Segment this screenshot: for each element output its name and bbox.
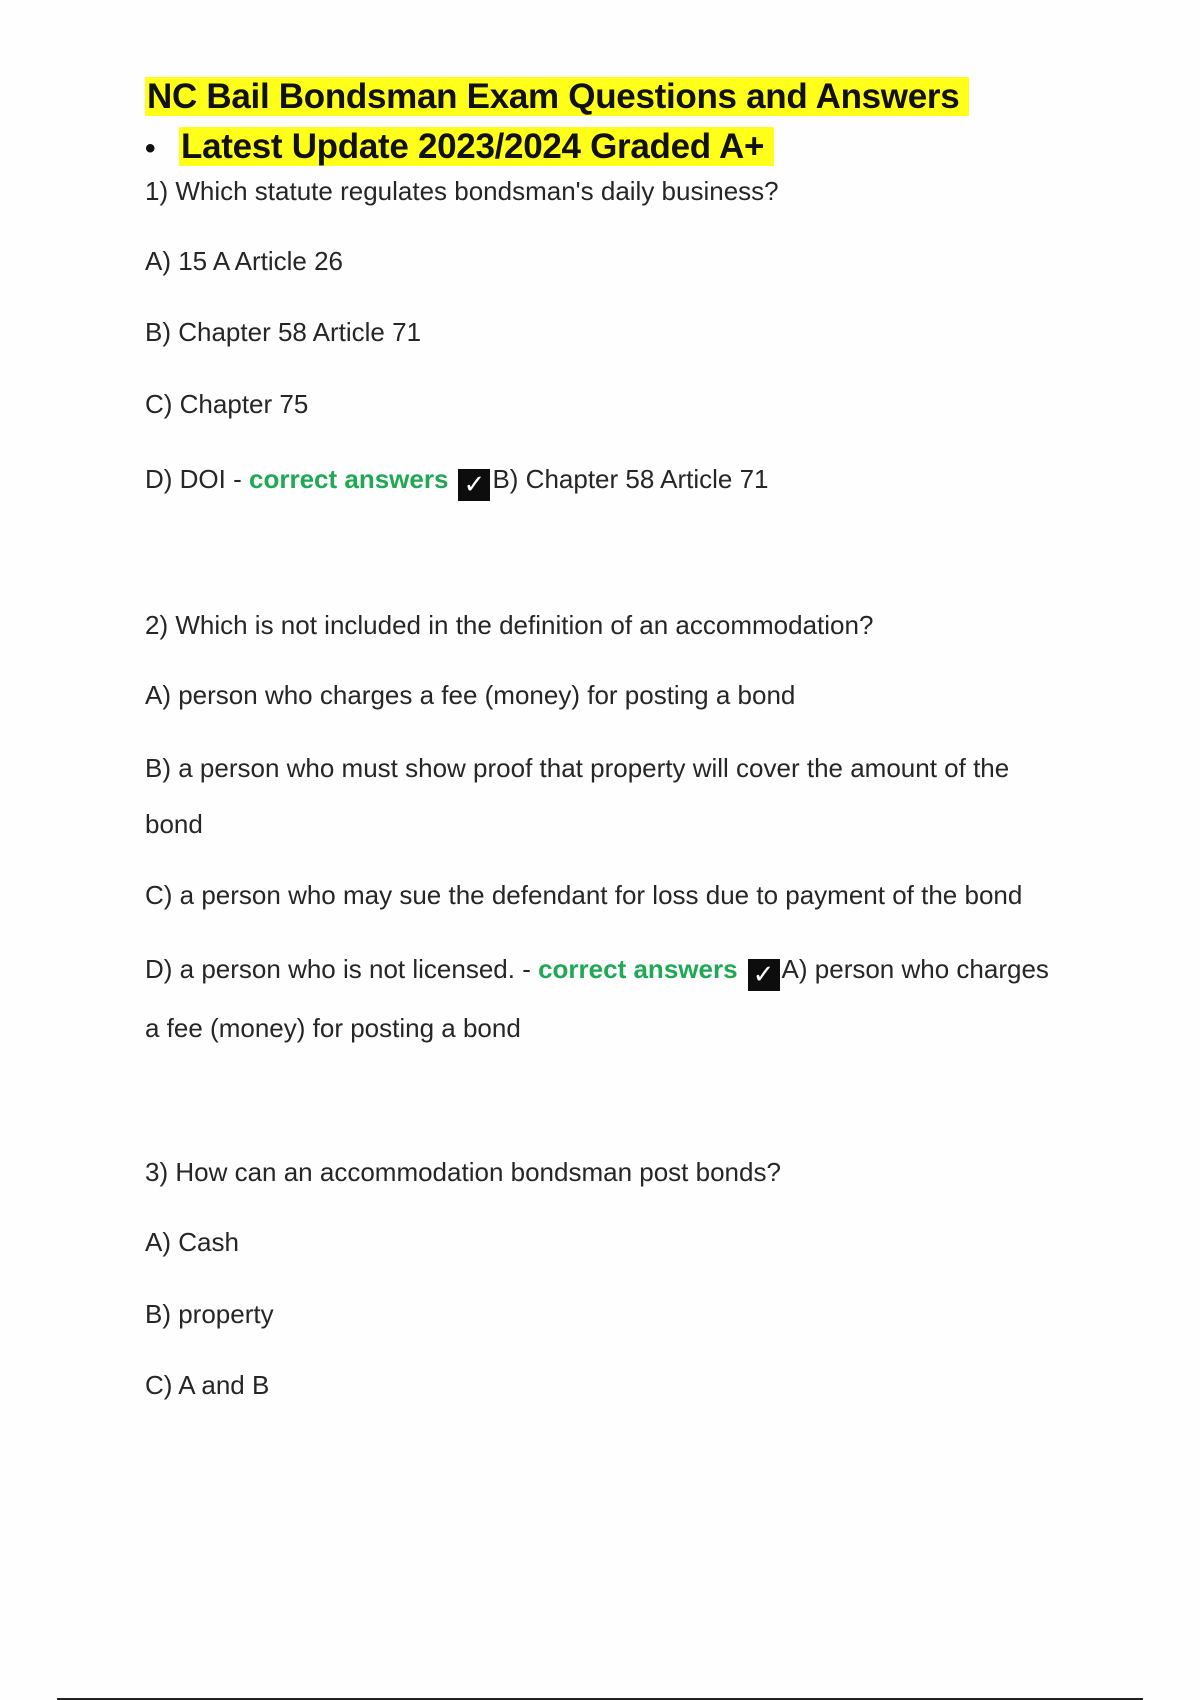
question-1-option-d: D) DOI - bbox=[145, 464, 242, 494]
correct-answers-label: correct answers bbox=[249, 464, 449, 494]
question-3-option-c: C) A and B bbox=[145, 1370, 270, 1400]
question-1-answer: B) Chapter 58 Article 71 bbox=[492, 464, 769, 494]
question-2-option-b-cont: bond bbox=[145, 809, 203, 839]
question-3-option-a: A) Cash bbox=[145, 1227, 239, 1257]
subtitle-highlight: Latest Update 2023/2024 Graded A+ bbox=[179, 127, 774, 166]
question-1-option-b: B) Chapter 58 Article 71 bbox=[145, 317, 422, 347]
question-2-option-d: D) a person who is not licensed. - bbox=[145, 954, 531, 984]
question-2-text: 2) Which is not included in the definition of an accommodation? bbox=[145, 610, 874, 640]
bullet-icon: • bbox=[145, 132, 156, 165]
document-subtitle bbox=[145, 125, 774, 171]
question-2-option-d-row bbox=[145, 952, 1049, 991]
question-1-option-d-row bbox=[145, 462, 769, 501]
question-1-option-c: C) Chapter 75 bbox=[145, 389, 309, 419]
question-3-text: 3) How can an accommodation bondsman post bonds? bbox=[145, 1157, 781, 1187]
question-1-text: 1) Which statute regulates bondsman's daily business? bbox=[145, 176, 779, 206]
question-2-option-a: A) person who charges a fee (money) for posting a bond bbox=[145, 680, 796, 710]
document-title bbox=[145, 75, 969, 119]
question-3-option-b: B) property bbox=[145, 1299, 274, 1329]
question-1-option-a: A) 15 A Article 26 bbox=[145, 246, 344, 276]
check-mark-icon: ✓ bbox=[458, 469, 490, 501]
question-2-option-b: B) a person who must show proof that property will cover the amount of the bbox=[145, 753, 1010, 783]
correct-answers-label: correct answers bbox=[538, 954, 738, 984]
check-mark-icon: ✓ bbox=[748, 959, 780, 991]
question-2-option-c: C) a person who may sue the defendant for loss due to payment of the bond bbox=[145, 880, 1023, 910]
question-2-answer: A) person who charges bbox=[781, 954, 1049, 984]
question-2-answer-cont: a fee (money) for posting a bond bbox=[145, 1013, 521, 1043]
title-highlight: NC Bail Bondsman Exam Questions and Answers bbox=[145, 77, 969, 116]
